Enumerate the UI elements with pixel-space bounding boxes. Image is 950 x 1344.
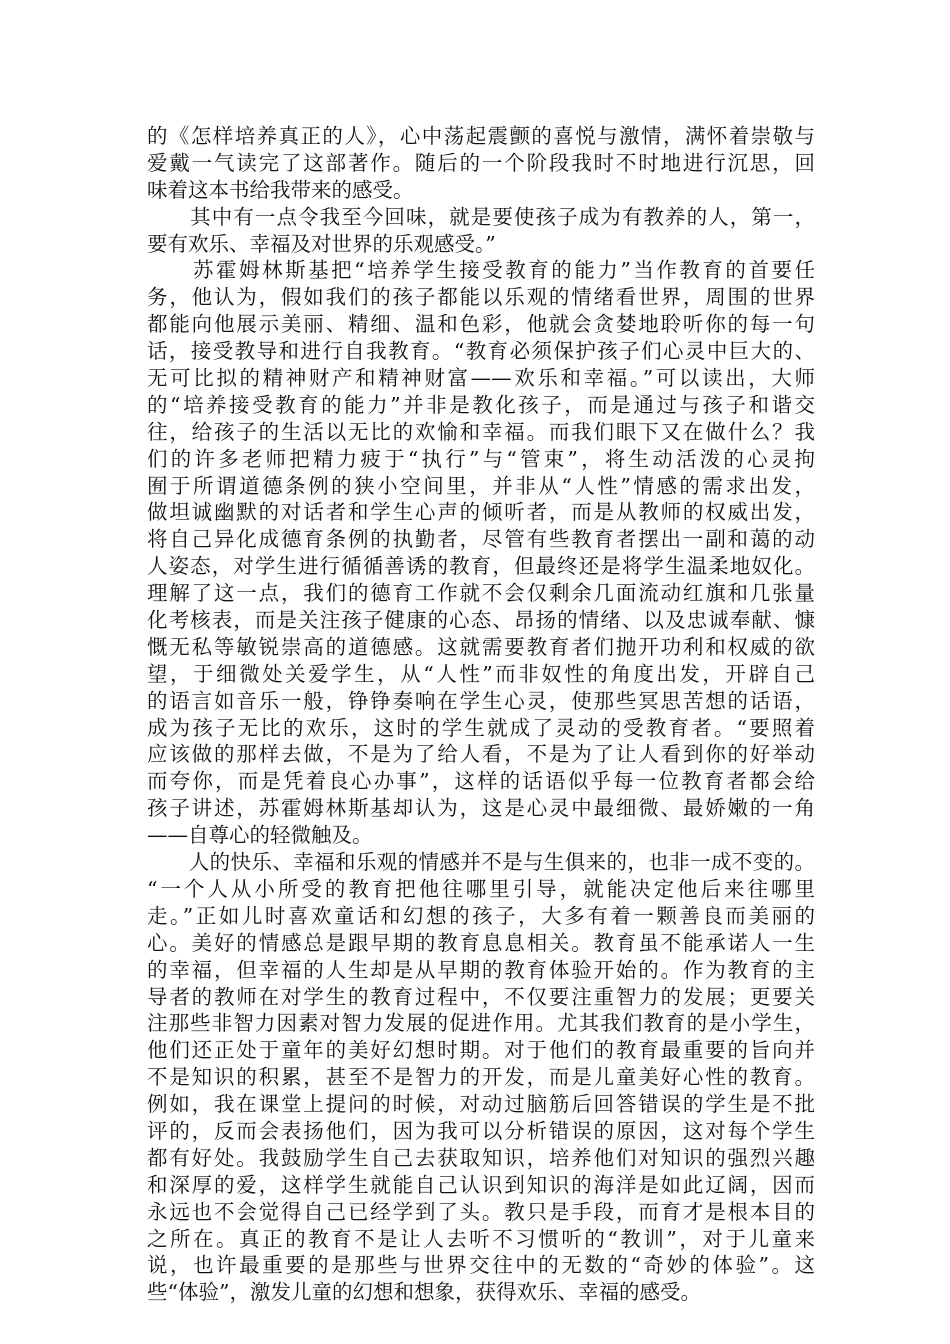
text-line: 的语言如音乐一般，铮铮奏响在学生心灵，使那些冥思苦想的话语， [147,688,815,713]
text-line: 说，也许最重要的是那些与世界交往中的无数的“奇妙的体验”。这 [147,1253,815,1278]
text-line: 孩子讲述，苏霍姆林斯基却认为，这是心灵中最细微、最娇嫩的一角 [147,796,815,821]
text-line: ——自尊心的轻微触及。 [147,823,373,848]
text-line: 而夸你，而是凭着良心办事”，这样的话语似乎每一位教育者都会给 [147,769,815,794]
text-line: 不是知识的积累，甚至不是智力的开发，而是儿童美好心性的教育。 [147,1065,815,1090]
text-line: 都能向他展示美丽、精细、温和色彩，他就会贪婪地聆听你的每一句 [147,312,815,337]
text-line: 味着这本书给我带来的感受。 [147,177,414,202]
text-line: 话，接受教导和进行自我教育。“教育必须保护孩子们心灵中巨大的、 [147,339,815,364]
text-line: 无可比拟的精神财产和精神财富——欢乐和幸福。”可以读出，大师 [147,366,815,391]
text-line: 化考核表，而是关注孩子健康的心态、昂扬的情绪、以及忠诚奉献、慷 [147,608,815,633]
text-line: 爱戴一气读完了这部著作。随后的一个阶段我时不时地进行沉思，回 [147,150,815,175]
text-line: 些“体验”，激发儿童的幻想和想象，获得欢乐、幸福的感受。 [147,1280,701,1305]
text-line: 例如，我在课堂上提问的时候，对动过脑筋后回答错误的学生是不批 [147,1092,815,1117]
text-line: 将自己异化成德育条例的执勤者，尽管有些教育者摆出一副和蔼的动 [147,527,815,552]
text-line: 望，于细微处关爱学生，从“人性”而非奴性的角度出发，开辟自己 [147,661,815,686]
text-line: 永远也不会觉得自己已经学到了头。教只是手段，而育才是根本目的 [147,1199,815,1224]
text-line: 成为孩子无比的欢乐，这时的学生就成了灵动的受教育者。“要照着 [147,715,815,740]
text-line: 人姿态，对学生进行循循善诱的教育，但最终还是将学生温柔地奴化。 [147,554,815,579]
text-line: 导者的教师在对学生的教育过程中，不仅要注重智力的发展；更要关 [147,984,815,1009]
text-line: 都有好处。我鼓励学生自己去获取知识，培养他们对知识的强烈兴趣 [147,1145,815,1170]
text-line: 理解了这一点，我们的德育工作就不会仅剩余几面流动红旗和几张量 [147,581,815,606]
text-line: 囿于所谓道德条例的狭小空间里，并非从“人性”情感的需求出发， [147,473,815,498]
text-line: 走。”正如儿时喜欢童话和幻想的孩子，大多有着一颗善良而美丽的 [147,903,815,928]
text-line: 慨无私等敏锐崇高的道德感。这就需要教育者们抛开功利和权威的欲 [147,634,815,659]
text-line: 应该做的那样去做，不是为了给人看，不是为了让人看到你的好举动 [147,742,815,767]
text-line: 其中有一点令我至今回味，就是要使孩子成为有教养的人，第一， [147,204,815,229]
text-line: 往，给孩子的生活以无比的欢愉和幸福。而我们眼下又在做什么？我 [147,419,815,444]
text-line: 们的许多老师把精力疲于“执行”与“管束”，将生动活泼的心灵拘 [147,446,815,471]
text-line: 要有欢乐、幸福及对世界的乐观感受。” [147,231,496,256]
text-line: 的“培养接受教育的能力”并非是教化孩子，而是通过与孩子和谐交 [147,392,815,417]
text-line: 注那些非智力因素对智力发展的促进作用。尤其我们教育的是小学生， [147,1011,815,1036]
text-line: 心。美好的情感总是跟早期的教育息息相关。教育虽不能承诺人一生 [147,930,815,955]
text-line: 务，他认为，假如我们的孩子都能以乐观的情绪看世界，周围的世界 [147,285,815,310]
text-line: 人的快乐、幸福和乐观的情感并不是与生俱来的，也非一成不变的。 [147,850,815,875]
text-line: 做坦诚幽默的对话者和学生心声的倾听者，而是从教师的权威出发， [147,500,815,525]
text-line: 之所在。真正的教育不是让人去听不习惯听的“教训”，对于儿童来 [147,1226,815,1251]
text-line: 的《怎样培养真正的人》，心中荡起震颤的喜悦与激情，满怀着崇敬与 [147,124,815,148]
document-body [147,123,815,1306]
text-line: 他们还正处于童年的美好幻想时期。对于他们的教育最重要的旨向并 [147,1038,815,1063]
text-line: 评的，反而会表扬他们，因为我可以分析错误的原因，这对每个学生 [147,1118,815,1143]
text-line: 和深厚的爱，这样学生就能自己认识到知识的海洋是如此辽阔，因而 [147,1172,815,1197]
text-line: 苏霍姆林斯基把“培养学生接受教育的能力”当作教育的首要任 [147,258,815,283]
text-line: “一个人从小所受的教育把他往哪里引导，就能决定他后来往哪里 [147,876,815,901]
text-line: 的幸福，但幸福的人生却是从早期的教育体验开始的。作为教育的主 [147,957,815,982]
